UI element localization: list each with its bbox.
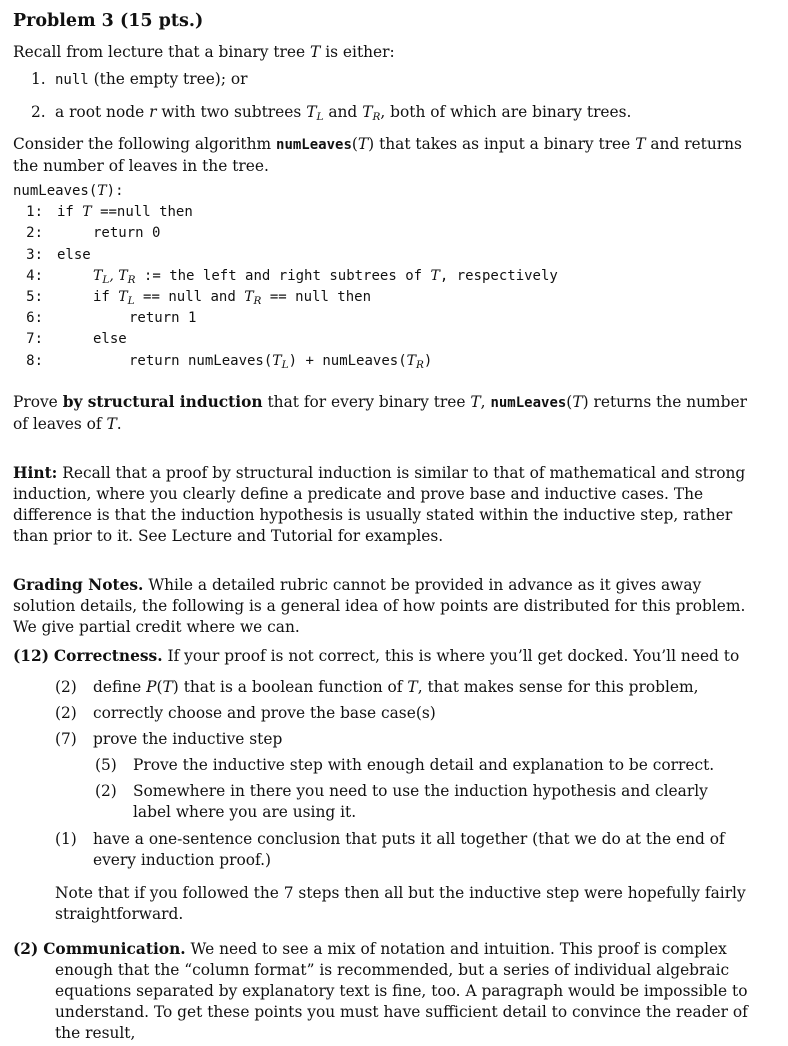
code-line: 8: return $numLeaves(T_L)$ + $numLeaves(T_R)$	[26, 352, 433, 371]
problem-title: Problem 3 (15 pts.)	[13, 11, 204, 31]
code-line: 2: return 0	[26, 225, 161, 242]
code-line: 4: $T_L$, $T_R$ := the left and right subtrees of T, respectively	[26, 267, 558, 286]
rubric-subitem: (2) Somewhere in there you need to use the induction hypothesis and clearly label where you are using it.	[95, 781, 708, 821]
rubric-item: (2) define P(T) that is a boolean function of T, that makes sense for this problem,	[55, 677, 699, 696]
rubric-subitem: (5) Prove the inductive step with enough detail and explanation to be correct.	[95, 755, 715, 774]
code-line: 6: return 1	[26, 310, 197, 327]
code-line: 5: if $T_L$ == null and $T_R$ == null then	[26, 289, 372, 308]
definition-item: 2. a root node r with two subtrees $T_L$ and $T_R$, both of which are binary trees.	[31, 103, 632, 123]
correctness-section: (12) Correctness. If your proof is not correct, this is where you’ll get docked. You’ll need to (2) define P(T) that is a boolean function of T, that makes sense for this problem, (2) correctly choose and prove the base case(s) (7) prove the inductive step (5) Prove the inductive step with enough detail and explanation to be correct. (2) Somewhere in there you need to use the induction hypothesis and clearly label where you are using it. (1) have a one-sentence conclusion that puts it all together (that we do at the end of every induction proof.) Note that if you followed the 7 steps then all but the inductive step were hopefully fairly straightforward.	[13, 646, 748, 925]
rubric-item: (7) prove the inductive step	[55, 729, 283, 748]
algorithm-block	[13, 181, 748, 372]
consider-text: Consider the following algorithm numLeaves(T) that takes as input a binary tree T and returns the number of leaves in the tree.	[13, 135, 742, 175]
correctness-items	[55, 677, 748, 871]
code-line: 3: else	[26, 246, 91, 263]
correctness-note: Note that if you followed the 7 steps then all but the inductive step were hopefully fairly straightforward.	[55, 883, 746, 923]
algorithm-header: numLeaves( T ):	[13, 183, 124, 199]
definition-item: 1. null (the empty tree); or	[31, 70, 248, 88]
communication-section: (2) Communication. We need to see a mix of notation and intuition. This proof is complex enough that the “column format” is recommended, but a series of individual algebraic equations separated by explanatory text is fine, too. A paragraph would be impossible to understand. To get these points you must have sufficient detail to convince the reader of the result,	[13, 939, 748, 1042]
hint-paragraph: Hint: Recall that a proof by structural induction is similar to that of mathematical and strong induction, where you clearly define a predicate and prove base and inductive cases. The difference is that the induction hypothesis is usually stated within the inductive step, rather than prior to it. See Lecture and Tutorial for examples.	[13, 463, 746, 545]
definition-list	[31, 69, 748, 123]
rubric-item: (2) correctly choose and prove the base case(s)	[55, 703, 436, 722]
code-line: 7: else	[26, 331, 127, 348]
intro-text: Recall from lecture that a binary tree T is either:	[13, 43, 395, 61]
code-line: 1: if T ==null then	[26, 204, 193, 221]
inductive-subitems	[95, 755, 748, 823]
grading-notes: Grading Notes. While a detailed rubric cannot be provided in advance as it gives away solution details, the following is a general idea of how points are distributed for this problem. We give partial credit where we can.	[13, 575, 746, 636]
prove-statement: Prove by structural induction that for every binary tree T, numLeaves(T) returns the number of leaves of T.	[13, 392, 747, 433]
rubric-item: (1) have a one-sentence conclusion that puts it all together (that we do at the end of every induction proof.)	[55, 829, 725, 869]
